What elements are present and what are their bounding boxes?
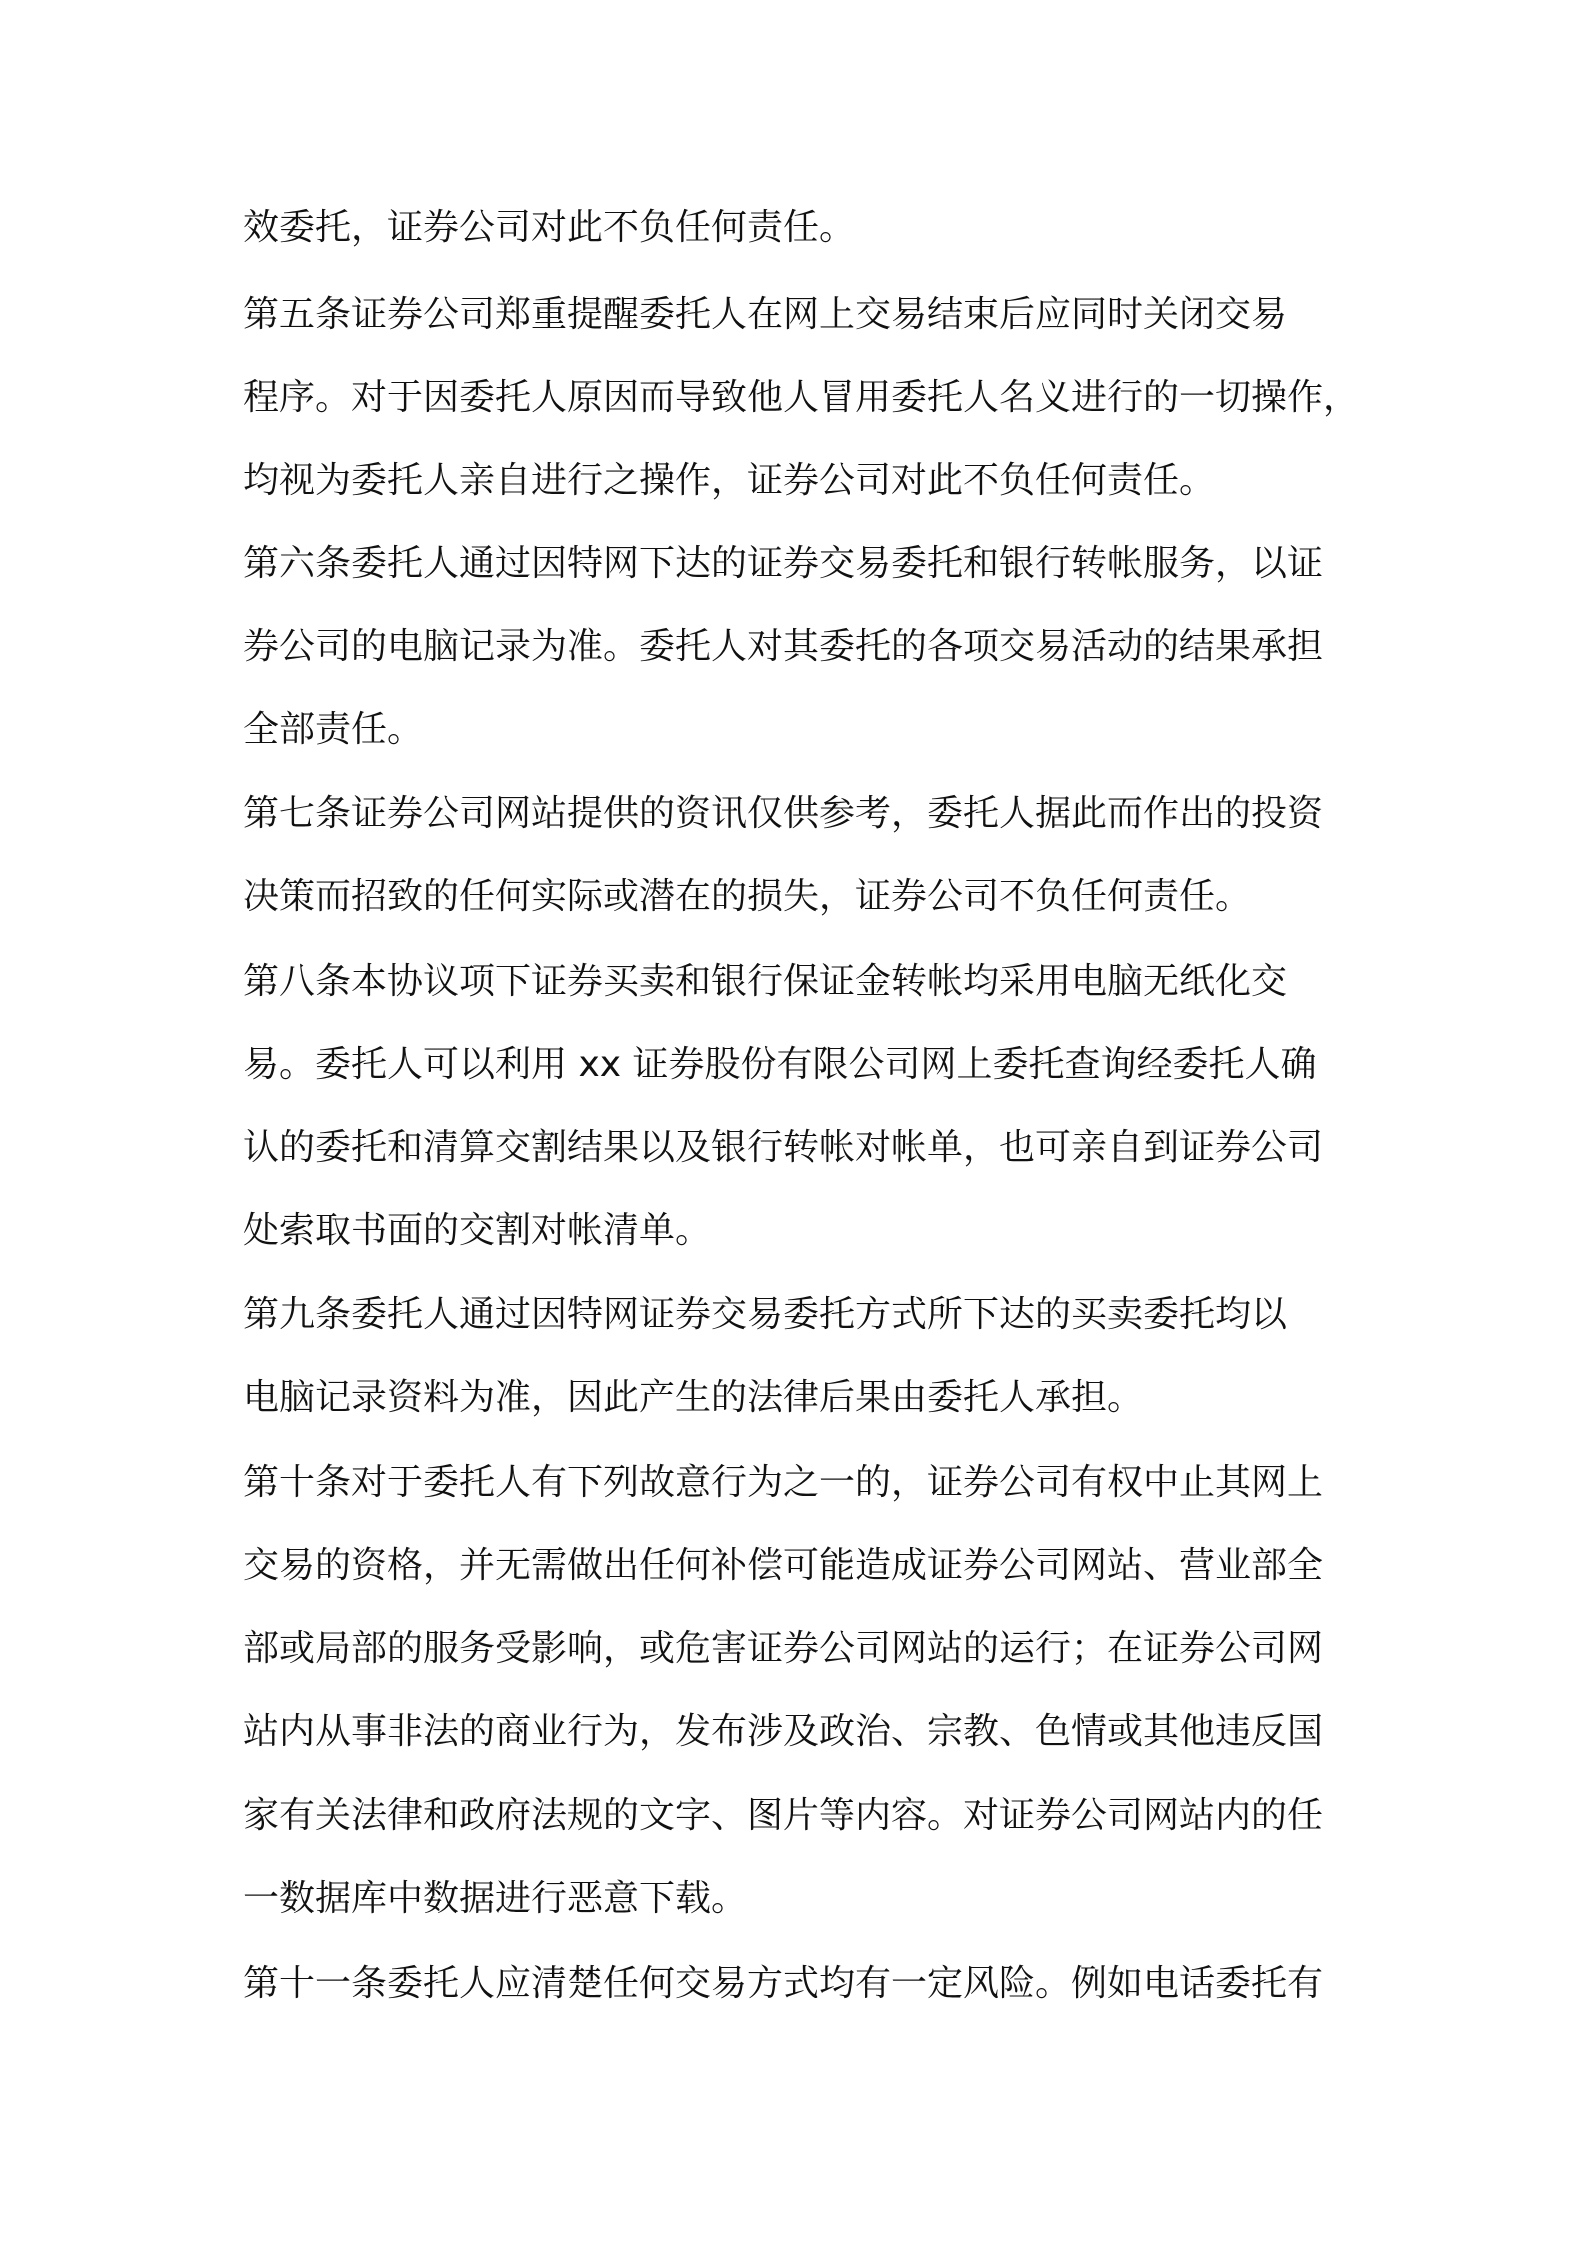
text-line: 第七条证券公司网站提供的资讯仅供参考，委托人据此而作出的投资 [243, 793, 1324, 834]
text-line: 认的委托和清算交割结果以及银行转帐对帐单，也可亲自到证券公司 [243, 1127, 1324, 1168]
text-line: 第五条证券公司郑重提醒委托人在网上交易结束后应同时关闭交易 [243, 294, 1288, 335]
text-line: 家有关法律和政府法规的文字、图片等内容。对证券公司网站内的任 [243, 1795, 1324, 1836]
text-line: 第九条委托人通过因特网证券交易委托方式所下达的买卖委托均以 [243, 1294, 1288, 1335]
text-line: 处索取书面的交割对帐清单。 [243, 1210, 712, 1251]
text-line: 券公司的电脑记录为准。委托人对其委托的各项交易活动的结果承担 [243, 626, 1324, 667]
text-line: 效委托，证券公司对此不负任何责任。 [243, 207, 856, 248]
text-line: 第六条委托人通过因特网下达的证券交易委托和银行转帐服务，以证 [243, 543, 1324, 584]
text-line: 均视为委托人亲自进行之操作，证券公司对此不负任何责任。 [243, 460, 1216, 501]
text-line: 第十条对于委托人有下列故意行为之一的，证券公司有权中止其网上 [243, 1462, 1324, 1503]
text-line: 交易的资格，并无需做出任何补偿可能造成证券公司网站、营业部全 [243, 1545, 1324, 1586]
text-line: 第十一条委托人应清楚任何交易方式均有一定风险。例如电话委托有 [243, 1963, 1324, 2004]
text-line: 电脑记录资料为准，因此产生的法律后果由委托人承担。 [243, 1377, 1144, 1418]
text-line: 站内从事非法的商业行为，发布涉及政治、宗教、色情或其他违反国 [243, 1711, 1324, 1752]
text-line: 决策而招致的任何实际或潜在的损失，证券公司不负任何责任。 [243, 876, 1252, 917]
text-line: 第八条本协议项下证券买卖和银行保证金转帐均采用电脑无纸化交 [243, 961, 1288, 1002]
text-line: 一数据库中数据进行恶意下载。 [243, 1878, 748, 1919]
text-line: 程序。对于因委托人原因而导致他人冒用委托人名义进行的一切操作， [243, 377, 1360, 418]
text-line: 部或局部的服务受影响，或危害证券公司网站的运行；在证券公司网 [243, 1628, 1324, 1669]
text-line: 易。委托人可以利用 xx 证券股份有限公司网上委托查询经委托人确 [243, 1044, 1317, 1085]
text-line: 全部责任。 [243, 709, 424, 750]
